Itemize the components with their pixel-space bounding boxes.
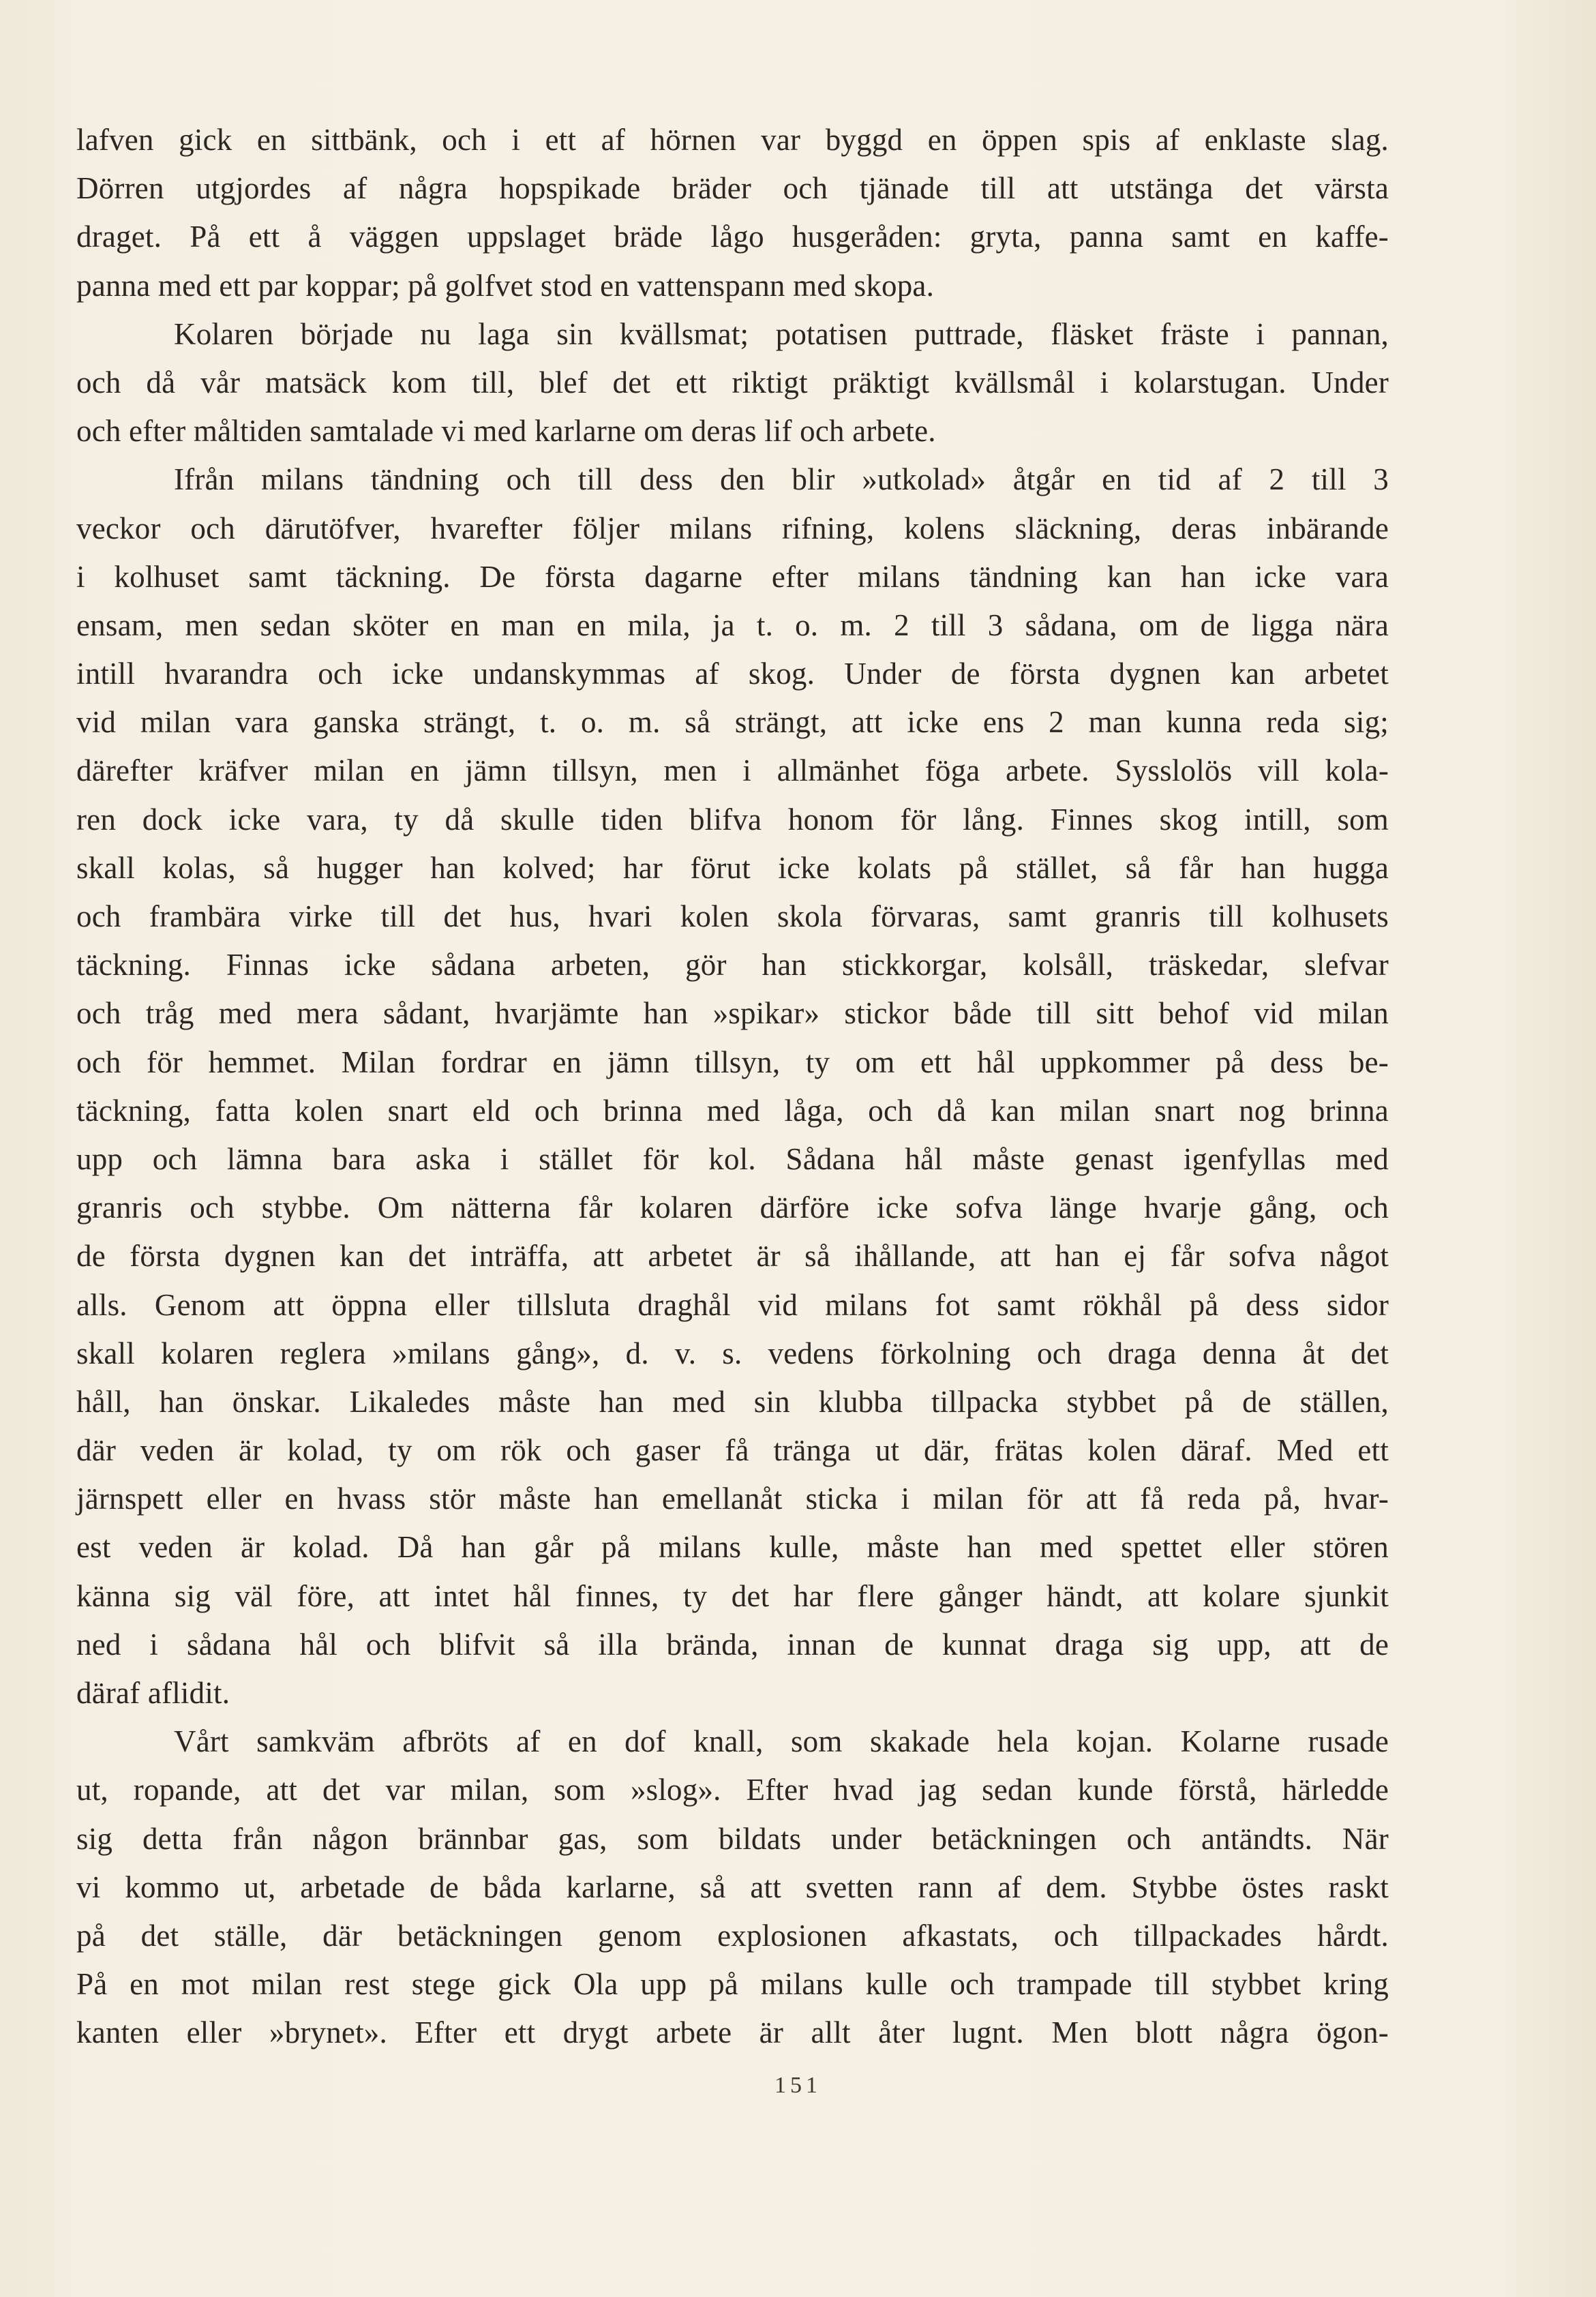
text-line: där veden är kolad, ty om rök och gaser få tränga ut där, frätas kolen däraf. Med ett — [76, 1433, 1389, 1468]
text-line: lafven gick en sittbänk, och i ett af hörnen var byggd en öppen spis af enklaste slag. — [76, 123, 1389, 157]
text-line: och då vår matsäck kom till, blef det ett riktigt präktigt kvällsmål i kolarstugan. Under — [76, 365, 1389, 400]
text-line: och frambära virke till det hus, hvari kolen skola förvaras, samt granris till kolhusets — [76, 899, 1389, 933]
text-line: skall kolaren reglera »milans gång», d. v. s. vedens förkolning och draga denna åt det — [76, 1336, 1389, 1370]
text-line: granris och stybbe. Om nätterna får kolaren därföre icke sofva länge hvarje gång, och — [76, 1190, 1389, 1225]
text-line: ut, ropande, att det var milan, som »slog». Efter hvad jag sedan kunde förstå, härledde — [76, 1773, 1389, 1807]
text-line: ensam, men sedan sköter en man en mila, ja t. o. m. 2 till 3 sådana, om de ligga nära — [76, 607, 1389, 642]
text-line: Vårt samkväm afbröts af en dof knall, som skakade hela kojan. Kolarne rusade — [174, 1724, 1389, 1759]
text-line: alls. Genom att öppna eller tillsluta draghål vid milans fot samt rökhål på dess sidor — [76, 1287, 1389, 1322]
text-line: intill hvarandra och icke undanskymmas af skog. Under de första dygnen kan arbetet — [76, 657, 1389, 691]
text-line: de första dygnen kan det inträffa, att arbetet är så ihållande, att han ej får sofva något — [76, 1239, 1389, 1274]
text-line: järnspett eller en hvass stör måste han emellanåt sticka i milan för att få reda på, hvar- — [76, 1482, 1389, 1516]
text-line: På en mot milan rest stege gick Ola upp på milans kulle och trampade till stybbet kring — [76, 1967, 1389, 2002]
body-text — [76, 116, 1389, 2058]
page-number: 151 — [774, 2073, 822, 2098]
text-line: est veden är kolad. Då han går på milans kulle, måste han med spettet eller stören — [76, 1530, 1389, 1565]
text-line: håll, han önskar. Likaledes måste han med sin klubba tillpacka stybbet på de ställen, — [76, 1384, 1389, 1419]
text-line: i kolhuset samt täckning. De första dagarne efter milans tändning kan han icke vara — [76, 559, 1389, 594]
text-line: Dörren utgjordes af några hopspikade bräder och tjänade till att utstänga det värsta — [76, 171, 1389, 206]
text-line: och för hemmet. Milan fordrar en jämn tillsyn, ty om ett hål uppkommer på dess be- — [76, 1045, 1389, 1079]
text-line: upp och lämna bara aska i stället för kol. Sådana hål måste genast igenfyllas med — [76, 1141, 1389, 1176]
text-line: och efter måltiden samtalade vi med karlarne om deras lif och arbete. — [76, 414, 936, 449]
text-line: Kolaren började nu laga sin kvällsmat; potatisen puttrade, fläsket fräste i pannan, — [174, 316, 1389, 351]
text-line: kanten eller »brynet». Efter ett drygt arbete är allt åter lugnt. Men blott några ögon- — [76, 2015, 1389, 2050]
text-line: täckning. Finnas icke sådana arbeten, gör han stickkorgar, kolsåll, träskedar, slefvar — [76, 948, 1389, 982]
text-line: veckor och därutöfver, hvarefter följer milans rifning, kolens släckning, deras inbärande — [76, 511, 1389, 545]
text-line: på det ställe, där betäckningen genom explosionen afkastats, och tillpackades hårdt. — [76, 1918, 1389, 1953]
text-line: draget. På ett å väggen uppslaget bräde lågo husgeråden: gryta, panna samt en kaffe- — [76, 220, 1389, 254]
text-line: sig detta från någon brännbar gas, som bildats under betäckningen och antändts. När — [76, 1821, 1389, 1856]
text-line: skall kolas, så hugger han kolved; har förut icke kolats på stället, så får han hugga — [76, 850, 1389, 885]
text-line: och tråg med mera sådant, hvarjämte han »spikar» stickor både till sitt behof vid milan — [76, 996, 1389, 1031]
text-line: täckning, fatta kolen snart eld och brinna med låga, och då kan milan snart nog brinna — [76, 1093, 1389, 1128]
text-line: däraf aflidit. — [76, 1676, 230, 1710]
text-line: ren dock icke vara, ty då skulle tiden blifva honom för lång. Finnes skog intill, som — [76, 802, 1389, 837]
text-line: vid milan vara ganska strängt, t. o. m. så strängt, att icke ens 2 man kunna reda sig; — [76, 705, 1389, 740]
text-line: känna sig väl före, att intet hål finnes, ty det har flere gånger händt, att kolare sjunkit — [76, 1578, 1389, 1613]
text-line: ned i sådana hål och blifvit så illa brända, innan de kunnat draga sig upp, att de — [76, 1627, 1389, 1662]
text-line: panna med ett par koppar; på golfvet stod en vattenspann med skopa. — [76, 268, 935, 303]
text-line: vi kommo ut, arbetade de båda karlarne, så att svetten rann af dem. Stybbe östes raskt — [76, 1870, 1389, 1904]
text-line: därefter kräfver milan en jämn tillsyn, men i allmänhet föga arbete. Sysslolös vill kola- — [76, 753, 1389, 788]
text-line: Ifrån milans tändning och till dess den blir »utkolad» åtgår en tid af 2 till 3 — [174, 462, 1389, 497]
